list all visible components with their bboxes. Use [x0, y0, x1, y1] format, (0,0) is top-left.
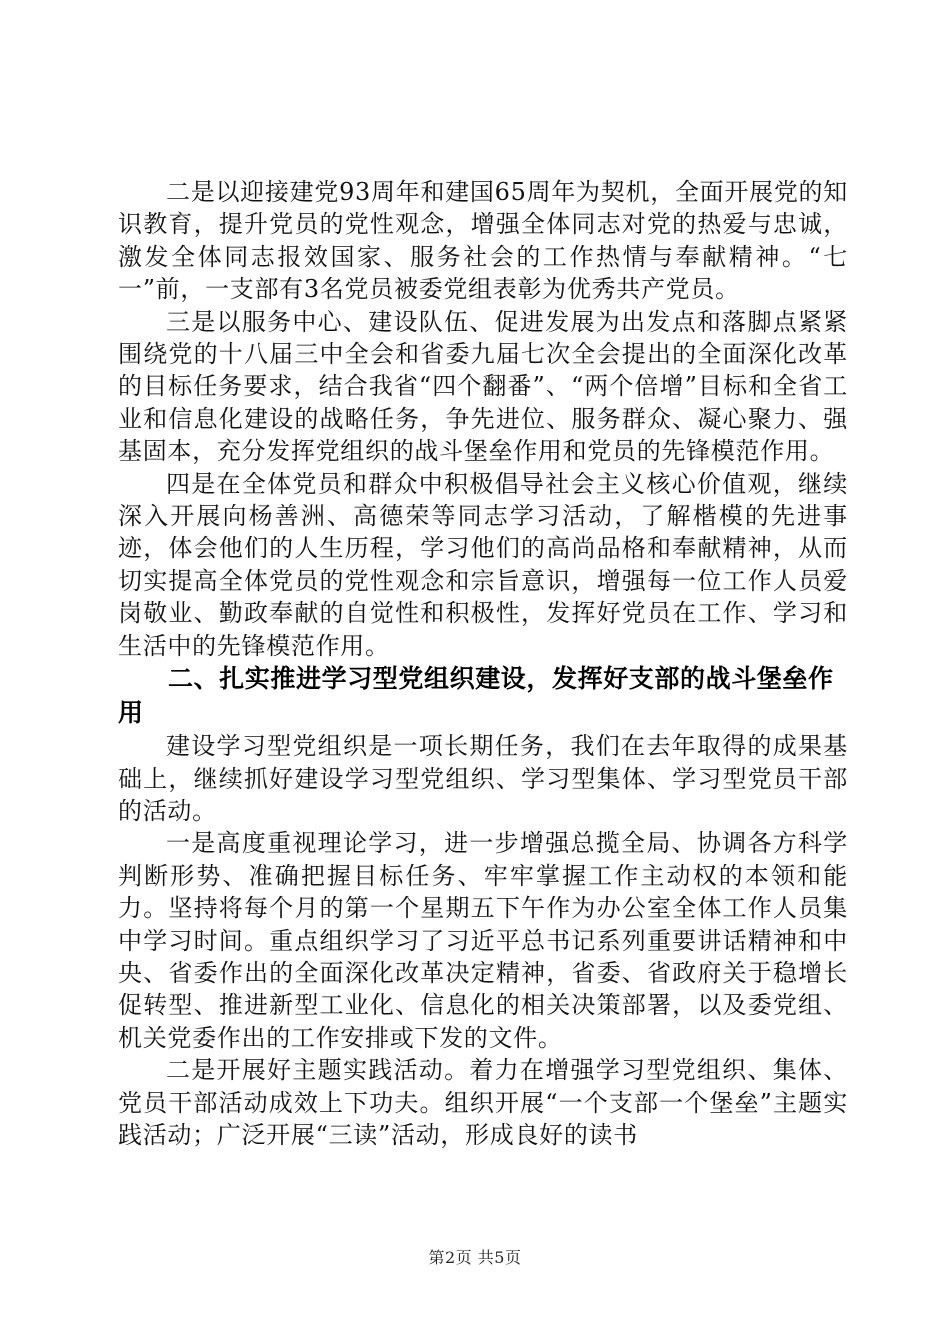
- paragraph-service-center: 三是以服务中心、建设队伍、促进发展为出发点和落脚点紧紧围绕党的十八届三中全会和省委九届七次全会提出的全面深化改革的目标任务要求，结合我省“四个翻番”、“两个倍增”目标和全省工业和信息化建设的战略任务，争先进位、服务群众、凝心聚力、强基固本，充分发挥党组织的战斗堡垒作用和党员的先锋模范作用。: [118, 307, 848, 466]
- paragraph-learning-org: 建设学习型党组织是一项长期任务，我们在去年取得的成果基础上，继续抓好建设学习型党组织、学习型集体、学习型党员干部的活动。: [118, 732, 848, 825]
- document-body: [118, 176, 848, 1151]
- page-number-footer: 第2页 共5页: [428, 1248, 522, 1267]
- paragraph-party-knowledge: 二是以迎接建党93周年和建国65周年为契机，全面开展党的知识教育，提升党员的党性观念，增强全体同志对党的热爱与忠诚，激发全体同志报效国家、服务社会的工作热情与奉献精神。“七一”前，一支部有3名党员被委党组表彰为优秀共产党员。: [118, 178, 848, 304]
- paragraph-theory-study: 一是高度重视理论学习，进一步增强总揽全局、协调各方科学判断形势、准确把握目标任务、牢牢掌握工作主动权的本领和能力。坚持将每个月的第一个星期五下午作为办公室全体工作人员集中学习时间。重点组织学习了习近平总书记系列重要讲话精神和中央、省委作出的全面深化改革决定精神，省委、省政府关于稳增长促转型、推进新型工业化、信息化的相关决策部署，以及委党组、机关党委作出的工作安排或下发的文件。: [118, 829, 848, 1052]
- paragraph-core-values: 四是在全体党员和群众中积极倡导社会主义核心价值观，继续深入开展向杨善洲、高德荣等同志学习活动，了解楷模的先进事迹，体会他们的人生历程，学习他们的高尚品格和奉献精神，从而切实提高全体党员的党性观念和宗旨意识，增强每一位工作人员爱岗敬业、勤政奉献的自觉性和积极性，发挥好党员在工作、学习和生活中的先锋模范作用。: [118, 469, 848, 660]
- section-heading: 二、扎实推进学习型党组织建设，发挥好支部的战斗堡垒作用: [118, 664, 834, 728]
- paragraph-theme-practice: 二是开展好主题实践活动。着力在增强学习型党组织、集体、党员干部活动成效上下功夫。组织开展“一个支部一个堡垒”主题实践活动；广泛开展“三读”活动，形成良好的读书: [118, 1056, 848, 1149]
